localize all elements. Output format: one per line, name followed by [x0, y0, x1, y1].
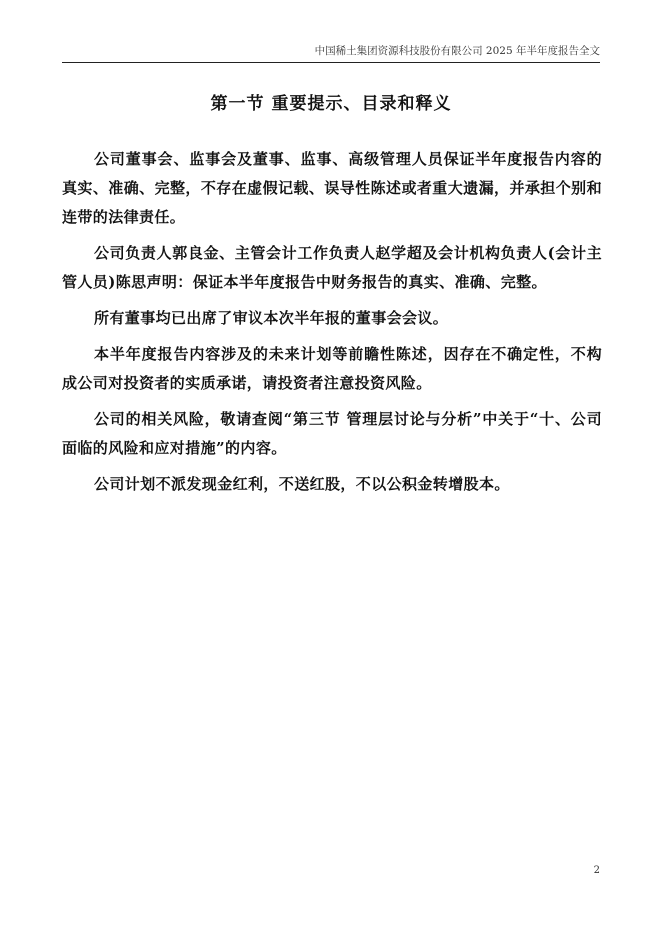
body-text	[62, 145, 602, 506]
paragraph-risk-reference: 公司的相关风险，敬请查阅“第三节 管理层讨论与分析”中关于“十、公司面临的风险和应对措施”的内容。	[62, 410, 602, 457]
paragraph-responsibility-statement: 公司董事会、监事会及董事、监事、高级管理人员保证半年度报告内容的真实、准确、完整，不存在虚假记载、误导性陈述或者重大遗漏，并承担个别和连带的法律责任。	[62, 150, 602, 226]
section-title: 第一节 重要提示、目录和释义	[210, 94, 452, 114]
paragraph-forward-looking: 本半年度报告内容涉及的未来计划等前瞻性陈述，因存在不确定性，不构成公司对投资者的实质承诺，请投资者注意投资风险。	[62, 345, 602, 392]
running-title: 中国稀土集团资源科技股份有限公司 2025 年半年度报告全文	[314, 45, 600, 57]
paragraph-officer-declaration: 公司负责人郭良金、主管会计工作负责人赵学超及会计机构负责人(会计主管人员)陈思声明：保证本半年度报告中财务报告的真实、准确、完整。	[62, 244, 602, 291]
page-number: 2	[593, 865, 600, 876]
page-header	[62, 44, 600, 63]
paragraph-dividend-plan: 公司计划不派发现金红利，不送红股，不以公积金转增股本。	[94, 475, 510, 493]
paragraph-board-attendance: 所有董事均已出席了审议本次半年报的董事会会议。	[94, 309, 449, 327]
